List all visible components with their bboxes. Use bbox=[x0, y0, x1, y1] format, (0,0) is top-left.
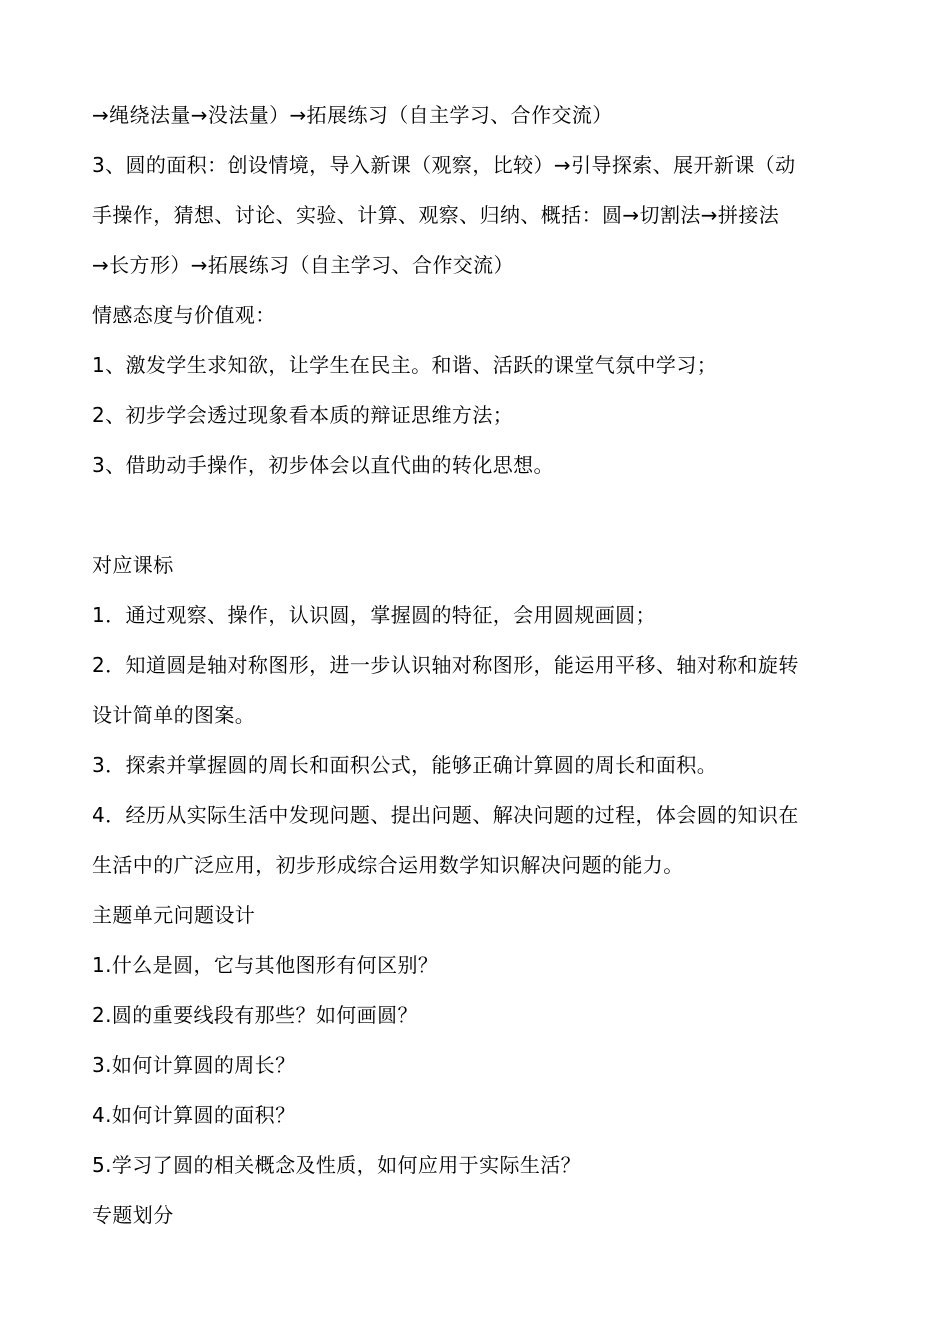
section-heading-standards: 对应课标 bbox=[92, 553, 174, 577]
list-item: 4.如何计算圆的面积？ bbox=[92, 1103, 296, 1127]
text-line: 生活中的广泛应用，初步形成综合运用数学知识解决问题的能力。 bbox=[92, 853, 684, 877]
section-heading-questions: 主题单元问题设计 bbox=[92, 903, 256, 927]
text-line: 1、激发学生求知欲，让学生在民主。和谐、活跃的课堂气氛中学习； bbox=[92, 353, 718, 377]
text-line: →绳绕法量→没法量）→拓展练习（自主学习、合作交流） bbox=[92, 103, 613, 127]
list-item: 5.学习了圆的相关概念及性质，如何应用于实际生活？ bbox=[92, 1153, 582, 1177]
document-page bbox=[92, 90, 862, 1240]
section-heading-topics: 专题划分 bbox=[92, 1203, 174, 1227]
text-line: 1．通过观察、操作，认识圆，掌握圆的特征，会用圆规画圆； bbox=[92, 603, 656, 627]
text-line: 手操作，猜想、讨论、实验、计算、观察、归纳、概括：圆→切割法→拼接法 bbox=[92, 203, 780, 227]
text-line: 设计简单的图案。 bbox=[92, 703, 256, 727]
text-line: 3．探索并掌握圆的周长和面积公式，能够正确计算圆的周长和面积。 bbox=[92, 753, 718, 777]
text-line: →长方形）→拓展练习（自主学习、合作交流） bbox=[92, 253, 514, 277]
text-line: 3、借助动手操作，初步体会以直代曲的转化思想。 bbox=[92, 453, 554, 477]
text-line: 2．知道圆是轴对称图形，进一步认识轴对称图形，能运用平移、轴对称和旋转 bbox=[92, 653, 799, 677]
text-line: 2、初步学会透过现象看本质的辩证思维方法； bbox=[92, 403, 514, 427]
text-line: 4．经历从实际生活中发现问题、提出问题、解决问题的过程，体会圆的知识在 bbox=[92, 803, 799, 827]
text-line: 3、圆的面积：创设情境，导入新课（观察，比较）→引导探索、展开新课（动 bbox=[92, 153, 796, 177]
list-item: 2.圆的重要线段有那些？如何画圆？ bbox=[92, 1003, 418, 1027]
list-item: 1.什么是圆，它与其他图形有何区别？ bbox=[92, 953, 439, 977]
blank-line bbox=[92, 490, 862, 540]
list-item: 3.如何计算圆的周长？ bbox=[92, 1053, 296, 1077]
section-heading-emotion: 情感态度与价值观： bbox=[92, 303, 276, 327]
